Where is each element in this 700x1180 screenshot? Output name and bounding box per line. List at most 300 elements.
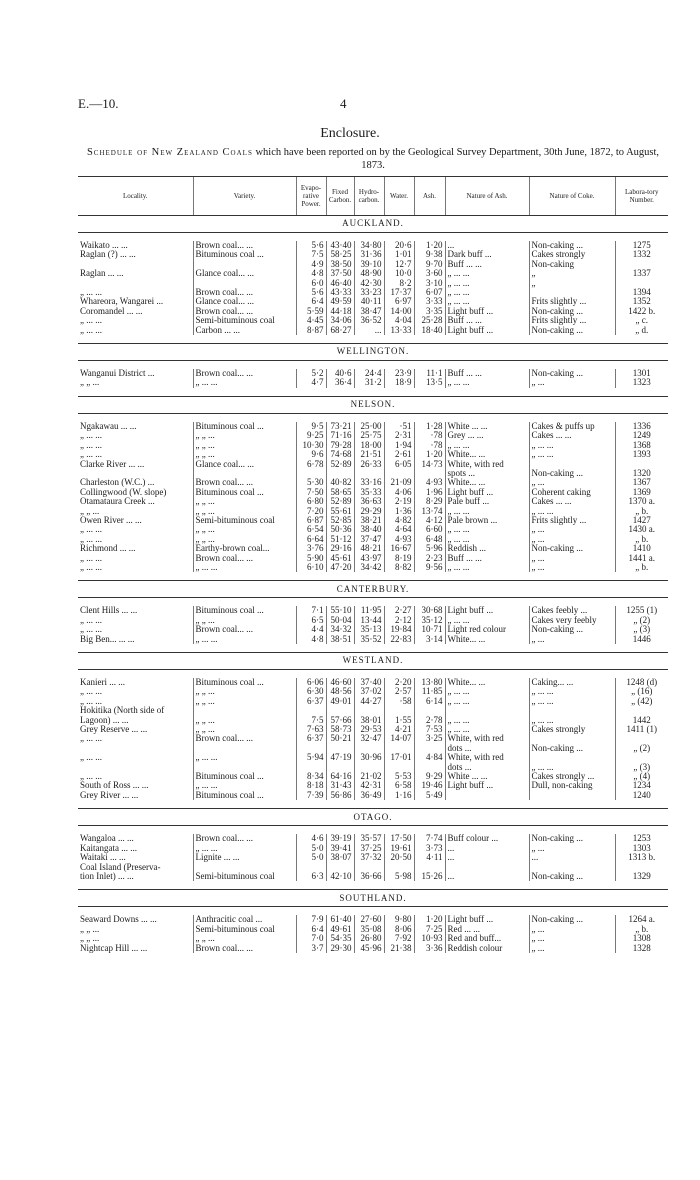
- table-cell: „ ... ...: [529, 507, 615, 516]
- table-cell: Non-caking: [529, 260, 615, 269]
- table-cell: White ... ...: [445, 772, 529, 781]
- table-cell: 55·61: [326, 507, 354, 516]
- table-cell: [384, 863, 414, 872]
- table-cell: Light buff ...: [445, 781, 529, 790]
- table-row: [78, 297, 668, 306]
- spacer-row: [78, 598, 668, 607]
- table-cell: 25·28: [414, 316, 445, 325]
- table-cell: 1·96: [414, 488, 445, 497]
- table-cell: „ ...: [529, 378, 615, 387]
- table-cell: 3·35: [414, 307, 445, 316]
- table-cell: [354, 863, 384, 872]
- table-row: [78, 716, 668, 725]
- table-cell: Waitaki ... ...: [80, 853, 126, 863]
- table-cell: 38·51: [326, 635, 354, 644]
- table-row: [78, 606, 668, 615]
- table-cell: „ ...: [529, 535, 615, 544]
- table-row: [78, 697, 668, 706]
- table-cell: Brown coal... ...: [193, 241, 296, 250]
- table-cell: „ ... ...: [445, 563, 529, 572]
- table-cell: „ ... ...: [80, 450, 102, 460]
- table-row: [78, 706, 668, 715]
- table-cell: Brown coal... ...: [193, 478, 296, 487]
- table-cell: „ ... ...: [80, 316, 102, 326]
- table-cell: „ (2): [615, 744, 668, 753]
- table-cell: „ ...: [529, 554, 615, 563]
- table-cell: „ „ ...: [193, 507, 296, 516]
- table-cell: 5·2: [296, 369, 326, 378]
- table-cell: „ ... ...: [80, 288, 102, 298]
- schedule-rest: which have been reported on by the Geological Survey Department, 30th June, 1872, to August, 1873.: [255, 147, 660, 171]
- region-row: [78, 344, 668, 361]
- table-cell: dots ...: [445, 763, 529, 772]
- table-cell: Frits slightly ...: [529, 316, 615, 325]
- table-cell: Kaitangata ... ...: [80, 843, 137, 853]
- table-cell: Light buff ...: [445, 915, 529, 924]
- table-cell: 54·35: [326, 934, 354, 943]
- spacer-row: [78, 670, 668, 679]
- table-cell: 2·12: [384, 616, 414, 625]
- table-cell: Non-caking ...: [529, 915, 615, 924]
- table-cell: [615, 706, 668, 715]
- table-cell: 4·8: [296, 269, 326, 278]
- table-cell: 21·09: [384, 478, 414, 487]
- table-cell: 6·07: [414, 288, 445, 297]
- table-row: [78, 791, 668, 800]
- page-number: 4: [340, 96, 347, 111]
- table-cell: 10·30: [296, 441, 326, 450]
- table-cell: 12·7: [384, 260, 414, 269]
- region-heading: CANTERBURY.: [78, 581, 668, 598]
- table-cell: 38·50: [326, 260, 354, 269]
- table-cell: 4·7: [296, 378, 326, 387]
- table-cell: [615, 734, 668, 743]
- table-cell: 8·06: [384, 925, 414, 934]
- table-cell: Coherent caking: [529, 488, 615, 497]
- table-cell: Clent Hills ... ...: [80, 606, 138, 616]
- column-header: Locality.: [78, 177, 193, 216]
- table-cell: 9·70: [414, 260, 445, 269]
- table-cell: „ ... ...: [80, 687, 102, 697]
- table-cell: 1·28: [414, 422, 445, 431]
- table-cell: 2·31: [384, 431, 414, 440]
- table-cell: [529, 791, 615, 800]
- table-cell: 4·93: [414, 478, 445, 487]
- table-cell: Non-caking ...: [529, 625, 615, 634]
- table-cell: [193, 744, 296, 753]
- table-cell: ...: [529, 853, 615, 862]
- table-cell: 17·01: [384, 753, 414, 762]
- table-row: [78, 563, 668, 572]
- table-cell: 4·04: [384, 316, 414, 325]
- table-cell: „ „ ...: [193, 441, 296, 450]
- table-cell: „ ... ...: [445, 269, 529, 278]
- table-cell: Grey River ... ...: [80, 790, 139, 800]
- table-cell: Seaward Downs ... ...: [80, 915, 157, 925]
- table-row: [78, 687, 668, 696]
- table-cell: Big Ben... ... ...: [80, 634, 135, 644]
- table-cell: „ ... ...: [193, 753, 296, 762]
- table-cell: 11·95: [354, 606, 384, 615]
- table-cell: Light red colour: [445, 625, 529, 634]
- table-cell: „ b.: [615, 507, 668, 516]
- table-cell: [78, 744, 193, 753]
- table-cell: 48·90: [354, 269, 384, 278]
- table-cell: [354, 744, 384, 753]
- table-cell: Caking... ...: [529, 678, 615, 687]
- table-cell: Ngakawau ... ...: [80, 421, 137, 431]
- table-cell: [615, 863, 668, 872]
- table-cell: 5·30: [296, 478, 326, 487]
- table-cell: [615, 460, 668, 469]
- table-cell: [193, 706, 296, 715]
- region-row: [78, 396, 668, 413]
- table-cell: Collingwood (W. slope): [80, 487, 167, 497]
- table-cell: 40·6: [326, 369, 354, 378]
- table-cell: Reddish colour: [445, 944, 529, 953]
- spacer-row: [78, 572, 668, 581]
- table-cell: 27·60: [354, 915, 384, 924]
- table-cell: 64·16: [326, 772, 354, 781]
- table-cell: [296, 706, 326, 715]
- table-cell: 3·25: [414, 734, 445, 743]
- table-cell: „ „ ...: [193, 431, 296, 440]
- table-cell: „ ...: [529, 478, 615, 487]
- table-cell: Red ... ...: [445, 925, 529, 934]
- table-cell: Brown coal... ...: [193, 944, 296, 953]
- spacer-cell: [78, 953, 668, 961]
- table-cell: Light buff ...: [445, 307, 529, 316]
- table-cell: 74·68: [326, 450, 354, 459]
- table-cell: 20·6: [384, 241, 414, 250]
- table-cell: 1·55: [384, 716, 414, 725]
- table-cell: 25·75: [354, 431, 384, 440]
- table-row: [78, 326, 668, 335]
- schedule-subtitle: [78, 146, 668, 172]
- table-cell: 38·47: [354, 307, 384, 316]
- table-cell: Wanganui District ...: [80, 369, 155, 379]
- table-cell: 16·67: [384, 544, 414, 553]
- table-cell: Light buff ...: [445, 488, 529, 497]
- table-cell: 17·37: [384, 288, 414, 297]
- table-cell: 14·00: [384, 307, 414, 316]
- table-cell: „ ... ...: [445, 279, 529, 288]
- table-cell: 1430 a.: [615, 525, 668, 534]
- table-cell: White ... ...: [445, 422, 529, 431]
- table-cell: Earthy-brown coal...: [193, 544, 296, 553]
- spacer-row: [78, 388, 668, 397]
- table-cell: 57·66: [326, 716, 354, 725]
- table-cell: 6·30: [296, 687, 326, 696]
- table-cell: „ ... ...: [445, 441, 529, 450]
- table-cell: 5·59: [296, 307, 326, 316]
- table-cell: Brown coal... ...: [193, 834, 296, 843]
- table-cell: 39·41: [326, 844, 354, 853]
- spacer-cell: [78, 572, 668, 581]
- table-cell: 35·57: [354, 834, 384, 843]
- table-row: [78, 269, 668, 278]
- table-cell: 6·06: [296, 678, 326, 687]
- table-cell: 7·63: [296, 725, 326, 734]
- table-cell: 1301: [615, 369, 668, 378]
- table-cell: 1308: [615, 934, 668, 943]
- table-cell: „ „ ...: [80, 934, 100, 944]
- table-cell: Hokitika (North side of: [80, 706, 165, 716]
- table-row: [78, 316, 668, 325]
- table-cell: Grey Reserve ... ...: [80, 725, 148, 735]
- table-cell: „ „ ...: [193, 687, 296, 696]
- table-row: [78, 772, 668, 781]
- column-header: Labora-tory Number.: [615, 177, 668, 216]
- coal-schedule-table: [78, 176, 668, 961]
- table-cell: 5·0: [296, 844, 326, 853]
- table-cell: Bituminous coal ...: [193, 422, 296, 431]
- table-cell: 31·2: [354, 378, 384, 387]
- table-cell: 5·0: [296, 853, 326, 862]
- table-cell: 6·4: [296, 925, 326, 934]
- table-cell: Buff ... ...: [445, 554, 529, 563]
- column-header: Fixed Carbon.: [326, 177, 354, 216]
- table-row: [78, 441, 668, 450]
- table-cell: „ (3): [615, 625, 668, 634]
- table-cell: [529, 863, 615, 872]
- region-row: [78, 216, 668, 233]
- table-cell: White, with red: [445, 753, 529, 762]
- table-row: [78, 250, 668, 259]
- table-cell: 34·06: [326, 316, 354, 325]
- table-cell: 7·9: [296, 915, 326, 924]
- table-cell: „ „ ...: [80, 924, 100, 934]
- table-cell: 4·11: [414, 853, 445, 862]
- table-cell: [296, 763, 326, 772]
- table-cell: 1427: [615, 516, 668, 525]
- table-cell: 48·56: [326, 687, 354, 696]
- table-cell: „ ... ...: [445, 725, 529, 734]
- table-cell: Brown coal... ...: [193, 369, 296, 378]
- document-reference: E.—10.: [78, 96, 119, 111]
- table-cell: 44·27: [354, 697, 384, 706]
- table-cell: „ ... ...: [445, 525, 529, 534]
- table-cell: Brown coal... ...: [193, 288, 296, 297]
- table-cell: Wangaloa ... ...: [80, 834, 134, 844]
- table-cell: 7·5: [296, 716, 326, 725]
- table-cell: Nightcap Hill ... ...: [80, 943, 148, 953]
- table-cell: „ (4): [615, 772, 668, 781]
- table-cell: ·51: [384, 422, 414, 431]
- table-cell: 47·19: [326, 753, 354, 762]
- table-cell: Non-caking ...: [529, 469, 615, 478]
- region-row: [78, 890, 668, 907]
- table-cell: 37·32: [354, 853, 384, 862]
- table-cell: 6·4: [296, 297, 326, 306]
- column-header-row: [78, 177, 668, 216]
- table-row: [78, 369, 668, 378]
- table-cell: 49·59: [326, 297, 354, 306]
- table-row: [78, 525, 668, 534]
- table-cell: „ ... ...: [445, 288, 529, 297]
- table-cell: [78, 260, 193, 269]
- table-cell: Brown coal... ...: [193, 625, 296, 634]
- table-cell: 2·19: [384, 497, 414, 506]
- table-cell: 43·33: [326, 288, 354, 297]
- table-cell: „ ... ...: [80, 734, 102, 744]
- table-cell: „ b.: [615, 535, 668, 544]
- table-cell: [296, 744, 326, 753]
- table-cell: 35·52: [354, 635, 384, 644]
- table-cell: „ ... ...: [80, 440, 102, 450]
- table-cell: 1·01: [384, 250, 414, 259]
- table-cell: 3·76: [296, 544, 326, 553]
- table-cell: 14·07: [384, 734, 414, 743]
- table-cell: 9·80: [384, 915, 414, 924]
- spacer-row: [78, 907, 668, 916]
- table-cell: [615, 260, 668, 269]
- table-cell: 3·10: [414, 279, 445, 288]
- table-cell: Semi-bituminous coal: [193, 925, 296, 934]
- table-cell: 42·10: [326, 872, 354, 881]
- table-cell: 19·46: [414, 781, 445, 790]
- table-cell: 13·44: [354, 616, 384, 625]
- table-row: [78, 422, 668, 431]
- table-cell: 73·21: [326, 422, 354, 431]
- table-cell: „ ... ...: [80, 431, 102, 441]
- table-cell: „ „ ...: [193, 725, 296, 734]
- table-cell: „ „ ...: [193, 497, 296, 506]
- table-cell: 36·63: [354, 497, 384, 506]
- table-cell: 9·6: [296, 450, 326, 459]
- table-cell: „ (42): [615, 697, 668, 706]
- table-cell: [414, 744, 445, 753]
- table-row: [78, 934, 668, 943]
- table-cell: Frits slightly ...: [529, 516, 615, 525]
- table-cell: 8·18: [296, 781, 326, 790]
- table-cell: 35·33: [354, 488, 384, 497]
- table-cell: 18·00: [354, 441, 384, 450]
- table-cell: „ ... ...: [80, 753, 102, 763]
- table-cell: [326, 863, 354, 872]
- table-cell: 11·1: [414, 369, 445, 378]
- table-cell: „ ... ...: [193, 635, 296, 644]
- spacer-row: [78, 953, 668, 961]
- table-cell: 21·51: [354, 450, 384, 459]
- table-cell: 5·6: [296, 288, 326, 297]
- table-cell: Grey ... ...: [445, 431, 529, 440]
- table-cell: 37·47: [354, 535, 384, 544]
- table-cell: 8·34: [296, 772, 326, 781]
- table-cell: „ ... ...: [445, 716, 529, 725]
- table-cell: Buff colour ...: [445, 834, 529, 843]
- table-cell: Richmond ... ...: [80, 544, 136, 554]
- table-cell: Dark buff ...: [445, 250, 529, 259]
- table-row: [78, 635, 668, 644]
- table-cell: 38·21: [354, 516, 384, 525]
- table-row: [78, 844, 668, 853]
- table-cell: „ ... ...: [445, 616, 529, 625]
- table-cell: „ ...: [529, 563, 615, 572]
- table-cell: 39·10: [354, 260, 384, 269]
- table-cell: Brown coal... ...: [193, 734, 296, 743]
- table-cell: 1446: [615, 635, 668, 644]
- table-row: [78, 853, 668, 862]
- table-cell: ...: [445, 853, 529, 862]
- table-cell: 18·40: [414, 326, 445, 335]
- table-cell: Non-caking ...: [529, 834, 615, 843]
- table-cell: 1313 b.: [615, 853, 668, 862]
- column-header: Water.: [384, 177, 414, 216]
- table-cell: 6·05: [384, 460, 414, 469]
- table-cell: 1336: [615, 422, 668, 431]
- table-cell: Buff ... ...: [445, 260, 529, 269]
- table-cell: Cakes strongly: [529, 250, 615, 259]
- table-cell: 1·20: [414, 450, 445, 459]
- table-cell: 7·1: [296, 606, 326, 615]
- table-cell: 9·56: [414, 563, 445, 572]
- table-cell: [414, 763, 445, 772]
- table-cell: 51·12: [326, 535, 354, 544]
- spacer-cell: [78, 413, 668, 422]
- table-cell: [326, 744, 354, 753]
- table-cell: 1332: [615, 250, 668, 259]
- table-cell: Glance coal... ...: [193, 460, 296, 469]
- table-cell: 38·07: [326, 853, 354, 862]
- table-cell: 35·12: [414, 616, 445, 625]
- table-cell: Bituminous coal ...: [193, 772, 296, 781]
- table-cell: 6·80: [296, 497, 326, 506]
- schedule-lead: Schedule of New Zealand Coals: [86, 147, 253, 158]
- table-cell: „ b.: [615, 925, 668, 934]
- table-cell: „ ... ...: [80, 553, 102, 563]
- table-cell: 17·50: [384, 834, 414, 843]
- table-cell: Kanieri ... ...: [80, 678, 125, 687]
- table-cell: 1275: [615, 241, 668, 250]
- table-cell: Glance coal... ...: [193, 297, 296, 306]
- table-cell: 13·80: [414, 678, 445, 687]
- table-row: [78, 753, 668, 762]
- table-cell: 35·13: [354, 625, 384, 634]
- table-cell: [354, 469, 384, 478]
- table-cell: Buff ... ...: [445, 316, 529, 325]
- table-cell: 10·93: [414, 934, 445, 943]
- table-cell: 5·96: [414, 544, 445, 553]
- spacer-cell: [78, 800, 668, 809]
- table-cell: 1411 (1): [615, 725, 668, 734]
- table-cell: „ ... ...: [529, 450, 615, 459]
- spacer-cell: [78, 233, 668, 242]
- spacer-cell: [78, 670, 668, 679]
- table-cell: [384, 706, 414, 715]
- table-cell: 31·36: [354, 250, 384, 259]
- table-cell: Bituminous coal ...: [193, 678, 296, 687]
- table-cell: „ ... ...: [193, 563, 296, 572]
- table-cell: „ (16): [615, 687, 668, 696]
- table-cell: 7·53: [414, 725, 445, 734]
- table-cell: „: [529, 279, 615, 288]
- table-cell: 52·85: [326, 516, 354, 525]
- table-cell: 37·02: [354, 687, 384, 696]
- table-cell: Glance coal... ...: [193, 269, 296, 278]
- table-cell: Raglan (?) ... ...: [80, 250, 136, 260]
- table-cell: Buff ... ...: [445, 369, 529, 378]
- table-cell: Whareora, Wangarei ...: [80, 297, 164, 307]
- table-cell: „ ... ...: [445, 297, 529, 306]
- spacer-row: [78, 335, 668, 344]
- table-cell: 3·36: [414, 944, 445, 953]
- table-cell: 3·14: [414, 635, 445, 644]
- spacer-cell: [78, 598, 668, 607]
- column-header: Ash.: [414, 177, 445, 216]
- table-cell: 30·68: [414, 606, 445, 615]
- table-cell: Non-caking ...: [529, 872, 615, 881]
